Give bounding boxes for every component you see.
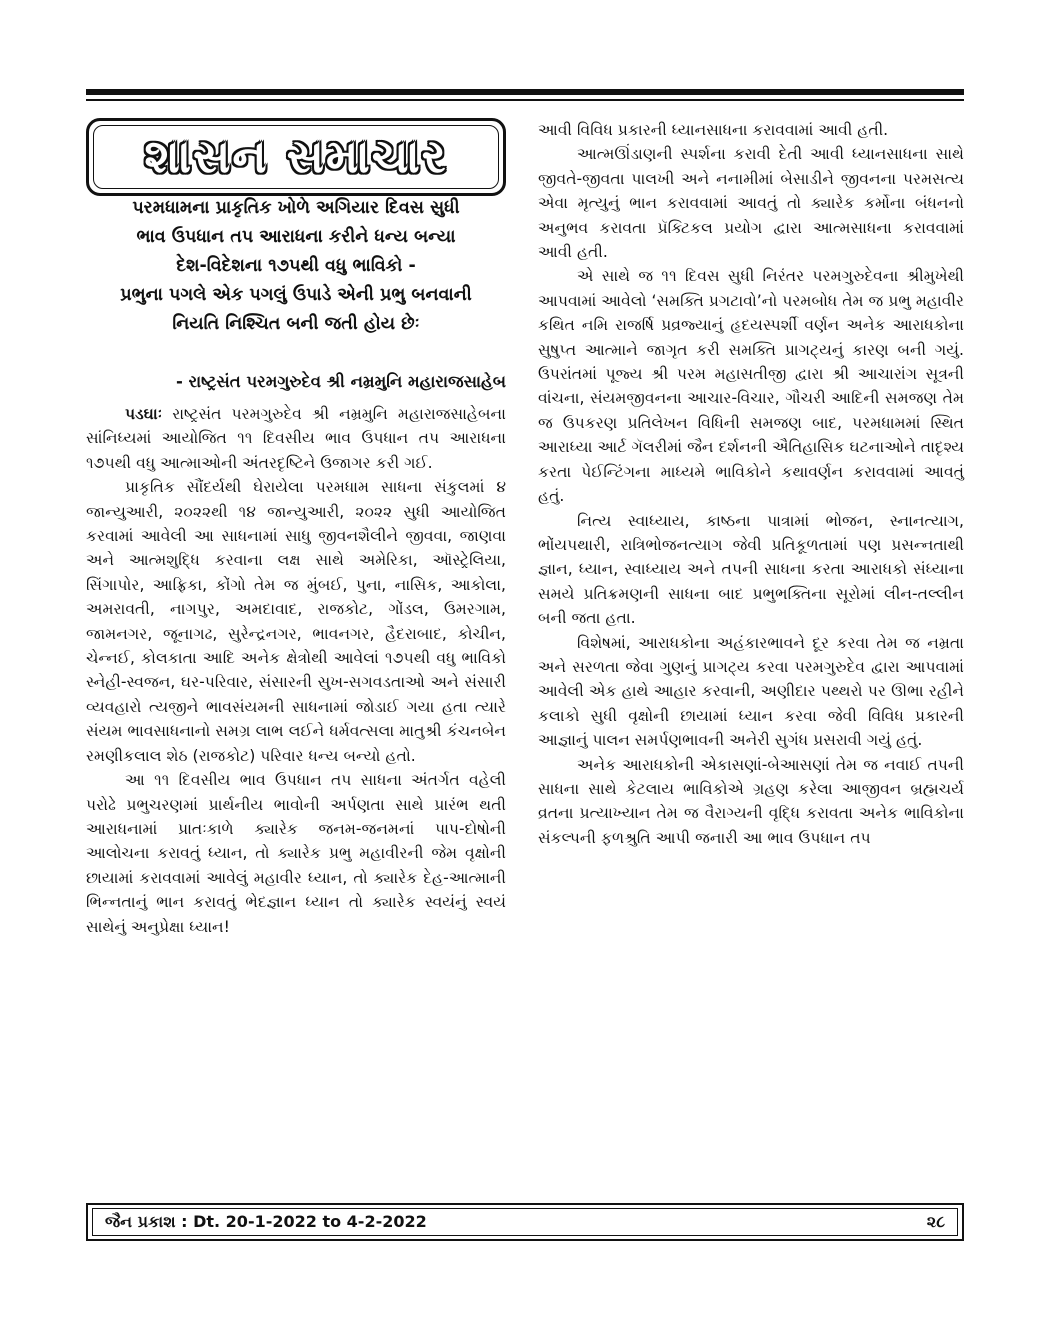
headline-line: ભાવ ઉપધાન તપ આરાધના કરીને ધન્ય બન્યા: [136, 227, 456, 247]
footer-inner-border: [92, 1208, 958, 1236]
article-paragraph: નિત્ય સ્વાધ્યાય, કાષ્ઠના પાત્રામાં ભોજન, સ્નાનત્યાગ, ભોંયપથારી, રાત્રિભોજનત્યાગ જેવી પ્રતિકૂળતામાં પણ પ્રસન્નતાથી જ્ઞાન, ધ્યાન, સ્વાધ્યાય અને તપની સાધના કરતા આરાધકો સંધ્યાના સમયે પ્રતિક્રમણની સાધના બાદ પ્રભુભક્તિના સૂરોમાં લીન-તલ્લીન બની જતા હતા.: [538, 511, 964, 628]
article-paragraph: વિશેષમાં, આરાધકોના અહંકારભાવને દૂર કરવા તેમ જ નમ્રતા અને સરળતા જેવા ગુણનું પ્રાગટ્ય કરવા પરમગુરુદેવ દ્વારા આપવામાં આવેલી એક હાથે આહાર કરવાની, અણીદાર પથ્થરો પર ઊભા રહીને કલાકો સુધી વૃક્ષોની છાયામાં ધ્યાન કરવા જેવી વિવિધ પ્રકારની આજ્ઞાનું પાલન સમર્પણભાવની અનેરી સુગંધ પ્રસરાવી ગયું હતું.: [538, 633, 964, 750]
headline-line: પ્રભુના પગલે એક પગલું ઉપાડે એની પ્રભુ બનવાની: [120, 285, 472, 305]
headline: [86, 194, 506, 339]
masthead-banner: [86, 118, 506, 196]
article-paragraph: આ ૧૧ દિવસીય ભાવ ઉપધાન તપ સાધના અંતર્ગત વહેલી પરોઢે પ્રભુચરણમાં પ્રાર્થનીય ભાવોની અર્પણતા સાથે પ્રારંભ થતી આરાધનામાં પ્રાતઃકાળે ક્યારેક જનમ-જનમનાં પાપ-દોષોની આલોચના કરાવતું ધ્યાન, તો ક્યારેક પ્રભુ મહાવીરની જેમ વૃક્ષોની છાયામાં કરાવવામાં આવેલું મહાવીર ધ્યાન, તો ક્યારેક દેહ-આત્માની ભિન્નતાનું ભાન કરાવતું ભેદજ્ઞાન ધ્યાન તો ક્યારેક સ્વયંનું સ્વયં સાથેનું અનુપ્રેક્ષા ધ્યાન!: [86, 771, 506, 936]
article-paragraph: પ્રાકૃતિક સૌંદર્યથી ઘેરાયેલા પરમધામ સાધના સંકુલમાં ૪ જાન્યુઆરી, ૨૦૨૨થી ૧૪ જાન્યુઆરી, ૨૦૨૨ સુધી આયોજિત કરવામાં આવેલી આ સાધનામાં સાધુ જીવનશૈલીને જીવવા, જાણવા અને આત્મશુદ્ધિ કરવાના લક્ષ સાથે અમેરિકા, ઑસ્ટ્રેલિયા, સિંગાપોર, આફ્રિકા, કોંગો તેમ જ મુંબઈ, પુના, નાસિક, આકોલા, અમરાવતી, નાગપુર, અમદાવાદ, રાજકોટ, ગોંડલ, ઉમરગામ, જામનગર, જૂનાગઢ, સુરેન્દ્રનગર, ભાવનગર, હૈદરાબાદ, કોચીન, ચેન્નઈ, કોલકાતા આદિ અનેક ક્ષેત્રોથી આવેલાં ૧૭૫થી વધુ ભાવિકો સ્નેહી-સ્વજન, ઘર-પરિવાર, સંસારની સુખ-સગવડતાઓ અને સંસારી વ્યવહારો ત્યજીને ભાવસંયમની સાધનામાં જોડાઈ ગયા હતા ત્યારે સંયમ ભાવસાધનાનો સમગ્ર લાભ લઈને ધર્મવત્સલા માતુશ્રી કંચનબેન રમણીકલાલ શેઠ (રાજકોટ) પરિવાર ધન્ય બન્યો હતો.: [86, 478, 506, 765]
masthead-title: શાસન સમાચાર: [144, 129, 448, 183]
right-column: [538, 118, 964, 850]
top-rule-thick: [86, 89, 964, 95]
headline-line: દેશ-વિદેશના ૧૭૫થી વધુ ભાવિકો -: [176, 256, 416, 276]
article-paragraph: આવી વિવિધ પ્રકારની ધ્યાનસાધના કરાવવામાં આવી હતી.: [538, 121, 889, 139]
headline-attribution: - રાષ્ટ્રસંત પરમગુરુદેવ શ્રી નમ્રમુનિ મહારાજસાહેબ: [176, 372, 506, 391]
left-column: [86, 402, 506, 939]
article-paragraph: આત્મઊંડાણની સ્પર્શના કરાવી દેતી આવી ધ્યાનસાધના સાથે જીવતે-જીવતા પાલખી અને નનામીમાં બેસાડીને જીવનના પરમસત્ય એવા મૃત્યુનું ભાન કરાવવામાં આવતું તો ક્યારેક કર્મોના બંધનનો અનુભવ કરાવતા પ્રૅક્ટિકલ પ્રયોગ દ્વારા આત્મસાધના કરાવવામાં આવી હતી.: [538, 145, 964, 262]
top-rule-thin: [86, 99, 964, 101]
footer-bar: [86, 1203, 964, 1241]
article-paragraph: અનેક આરાધકોની એકાસણાં-બેઆસણાં તેમ જ નવાઈ તપની સાધના સાથે કેટલાય ભાવિકોએ ગ્રહણ કરેલા આજીવન બ્રહ્મચર્ય વ્રતના પ્રત્યાખ્યાન તેમ જ વૈરાગ્યની વૃદ્ધિ કરાવતા અનેક ભાવિકોના સંકલ્પની ફળશ્રુતિ આપી જનારી આ ભાવ ઉપધાન તપ: [538, 755, 964, 847]
paragraph-text: રાષ્ટ્રસંત પરમગુરુદેવ શ્રી નમ્રમુનિ મહારાજસાહેબના સાંનિધ્યમાં આયોજિત ૧૧ દિવસીય ભાવ ઉપધાન તપ આરાધના ૧૭૫થી વધુ આત્માઓની અંતરદૃષ્ટિને ઉજાગર કરી ગઈ.: [86, 405, 506, 472]
footer-publication: જૈન પ્રકાશ : Dt. 20-1-2022 to 4-2-2022: [105, 1212, 427, 1231]
page-number: ૨૮: [926, 1212, 945, 1231]
headline-line: પરમધામના પ્રાકૃતિક ખોળે અગિયાર દિવસ સુધી: [132, 198, 460, 218]
article-paragraph: એ સાથે જ ૧૧ દિવસ સુધી નિરંતર પરમગુરુદેવના શ્રીમુખેથી આપવામાં આવેલો ‘સમક્તિ પ્રગટાવો’નો પરમબોધ તેમ જ પ્રભુ મહાવીર કથિત નમિ રાજર્ષિ પ્રવ્રજ્યાનું હૃદયસ્પર્શી વર્ણન અનેક આરાધકોના સુષુપ્ત આત્માને જાગૃત કરી સમક્તિ પ્રાગટ્યનું કારણ બની ગયું. ઉપરાંતમાં પૂજ્ય શ્રી પરમ મહાસતીજી દ્વારા શ્રી આચારાંગ સૂત્રની વાંચના, સંયમજીવનના આચાર-વિચાર, ગૌચરી આદિની સમજણ તેમ જ ઉપકરણ પ્રતિલેખન વિધિની સમજણ બાદ, પરમધામમાં સ્થિત આરાધ્યા આર્ટ ગૅલરીમાં જૈન દર્શનની ઐતિહાસિક ઘટનાઓને તાદૃશ્ય કરતા પેઈન્ટિંગના માધ્યમે ભાવિકોને કથાવર્ણન કરાવવામાં આવતું હતું.: [538, 267, 964, 506]
dateline: પડઘાઃ: [125, 405, 163, 423]
article-paragraph: [86, 402, 506, 475]
headline-line: નિયતિ નિશ્ચિત બની જતી હોય છેઃ: [172, 314, 420, 334]
